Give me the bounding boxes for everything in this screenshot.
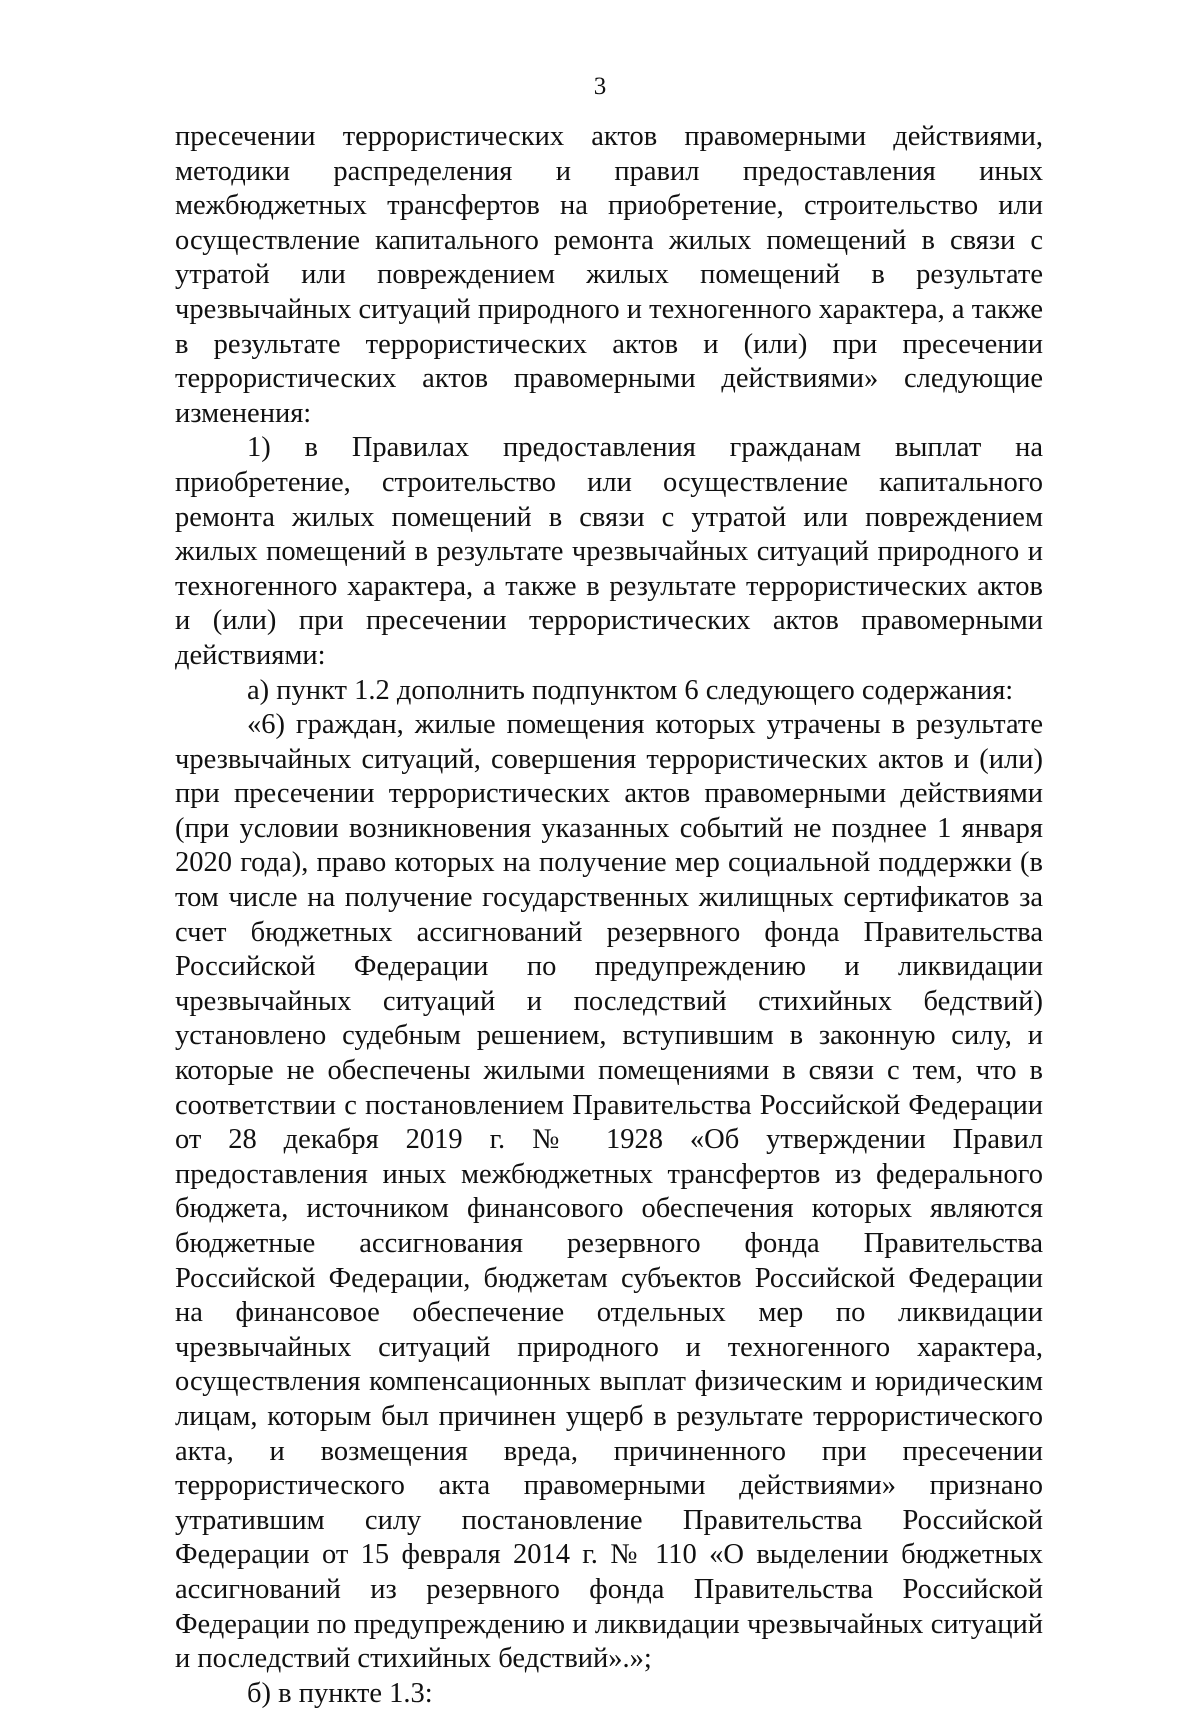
paragraph-quoted-subpoint-6: «6) граждан, жилые помещения которых утрачены в результате чрезвычайных ситуаций, совершения террористических актов и (или) при пресечении террористических актов правомерными действиями (при условии возникновения указанных событий не позднее 1 января 2020 года), право которых на получение мер социальной поддержки (в том числе на получение государственных жилищных сертификатов за счет бюджетных ассигнований резервного фонда Правительства Российской Федерации по предупреждению и ликвидации чрезвычайных ситуаций и последствий стихийных бедствий) установлено судебным решением, вступившим в законную силу, и которые не обеспечены жилыми помещениями в связи с тем, что в соответствии с постановлением Правительства Российской Федерации от 28 декабря 2019 г. № 1928 «Об утверждении Правил предоставления иных межбюджетных трансфертов из федерального бюджета, источником финансового обеспечения которых являются бюджетные ассигнования резервного фонда Правительства Российской Федерации, бюджетам субъектов Российской Федерации на финансовое обеспечение отдельных мер по ликвидации чрезвычайных ситуаций природного и техногенного характера, осуществления компенсационных выплат физическим и юридическим лицам, которым был причинен ущерб в результате террористического акта, и возмещения вреда, причиненного при пресечении террористического акта правомерными действиями» признано утратившим силу постановление Правительства Российской Федерации от 15 февраля 2014 г. № 110 «О выделении бюджетных ассигнований из резервного фонда Правительства Российской Федерации по предупреждению и ликвидации чрезвычайных ситуаций и последствий стихийных бедствий».»; [175,709,1043,1675]
document-body [175,120,1043,1711]
paragraph-continuation: пресечении террористических актов правомерными действиями, методики распределения и правил предоставления иных межбюджетных трансфертов на приобретение, строительство или осуществление капитального ремонта жилых помещений в связи с утратой или повреждением жилых помещений в результате чрезвычайных ситуаций природного и техногенного характера, а также в результате террористических актов и (или) при пресечении террористических актов правомерными действиями» следующие изменения: [175,121,1043,429]
paragraph-subitem-b: б) в пункте 1.3: [247,1677,433,1709]
paragraph-subitem-a: а) пункт 1.2 дополнить подпунктом 6 следующего содержания: [247,674,1014,706]
paragraph-item-1: 1) в Правилах предоставления гражданам выплат на приобретение, строительство или осуществление капитального ремонта жилых помещений в связи с утратой или повреждением жилых помещений в результате чрезвычайных ситуаций природного и техногенного характера, а также в результате террористических актов и (или) при пресечении террористических актов правомерными действиями: [175,432,1043,671]
page-number: 3 [593,73,607,100]
